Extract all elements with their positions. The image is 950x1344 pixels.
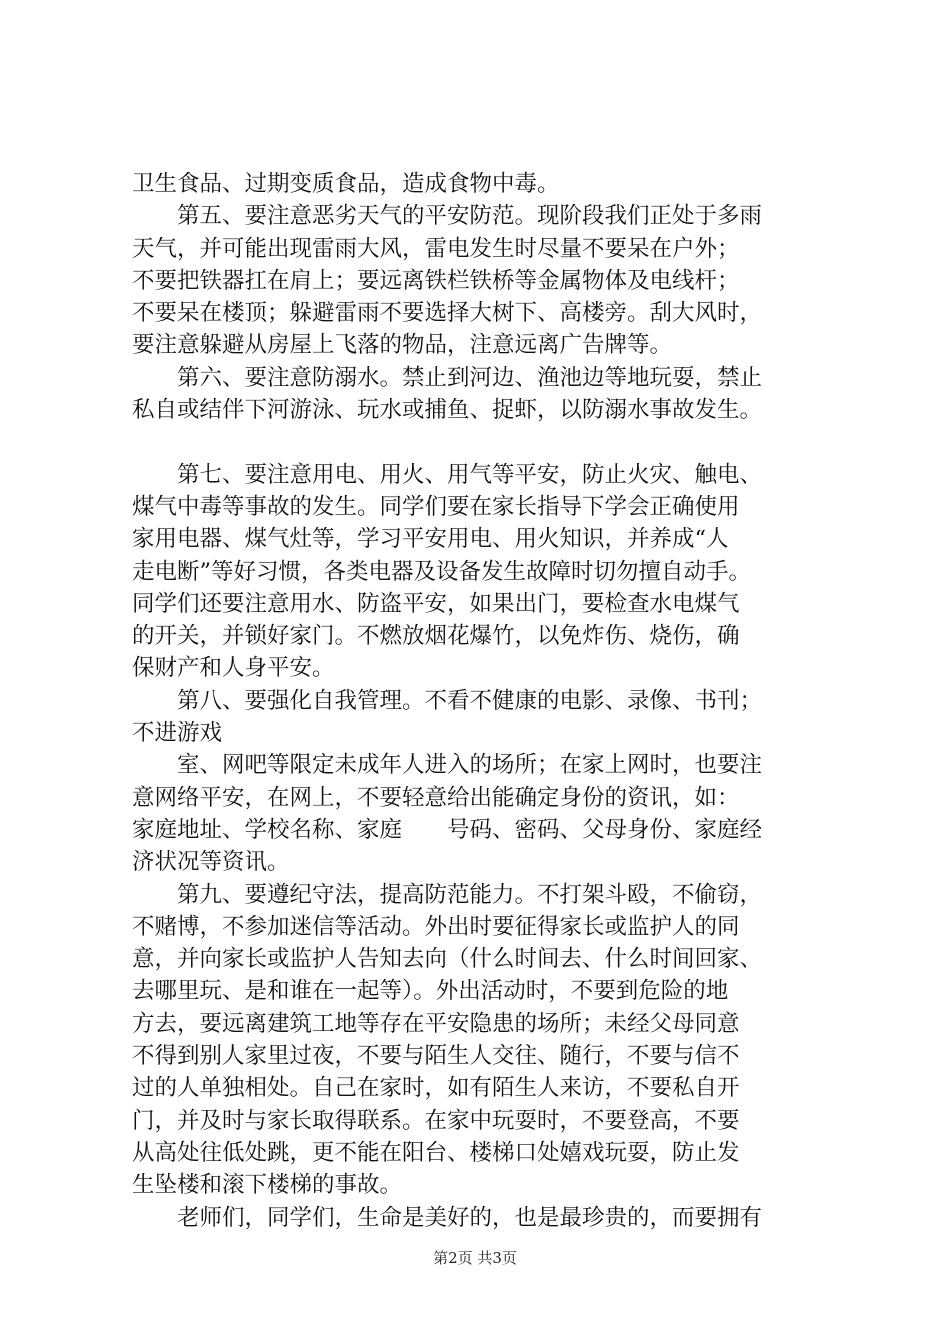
text-line: 不要呆在楼顶；躲避雷雨不要选择大树下、高楼旁。刮大风时， bbox=[132, 300, 763, 327]
text-line: 过的人单独相处。自己在家时，如有陌生人来访，不要私自开 bbox=[132, 1075, 740, 1102]
text-line: 同学们还要注意用水、防盗平安，如果出门，要检查水电煤气 bbox=[132, 590, 740, 617]
text-line: 第五、要注意恶劣天气的平安防范。现阶段我们正处于多雨 bbox=[177, 203, 763, 230]
text-line: 的开关，并锁好家门。不燃放烟花爆竹，以免炸伤、烧伤，确 bbox=[132, 623, 740, 650]
text-line: 不进游戏 bbox=[132, 720, 223, 747]
text-line: 私自或结伴下河游泳、玩水或捕鱼、捉虾，以防溺水事故发生。 bbox=[132, 397, 763, 424]
text-line: 煤气中毒等事故的发生。同学们要在家长指导下学会正确使用 bbox=[132, 493, 740, 520]
text-line: 第七、要注意用电、用火、用气等平安，防止火灾、触电、 bbox=[177, 461, 763, 488]
text-line: 保财产和人身平安。 bbox=[132, 655, 335, 682]
text-line: 老师们，同学们，生命是美好的，也是最珍贵的，而要拥有 bbox=[177, 1204, 763, 1231]
page-footer: 第2页 共3页 bbox=[433, 1249, 517, 1267]
text-line: 第九、要遵纪守法，提高防范能力。不打架斗殴，不偷窃， bbox=[177, 881, 763, 908]
text-line: 去哪里玩、是和谁在一起等）。外出活动时，不要到危险的地 bbox=[132, 978, 729, 1005]
text-line: 第八、要强化自我管理。不看不健康的电影、录像、书刊； bbox=[177, 687, 763, 714]
text-line: 生坠楼和滚下楼梯的事故。 bbox=[132, 1172, 403, 1199]
text-line: 意，并向家长或监护人告知去向（什么时间去、什么时间回家、 bbox=[132, 946, 763, 973]
text-line: 家庭地址、学校名称、家庭 号码、密码、父母身份、家庭经 bbox=[132, 816, 763, 843]
text-line: 卫生食品、过期变质食品，造成食物中毒。 bbox=[132, 171, 560, 197]
text-line: 要注意躲避从房屋上飞落的物品，注意远离广告牌等。 bbox=[132, 332, 673, 359]
text-line: 门，并及时与家长取得联系。在家中玩耍时，不要登高，不要 bbox=[132, 1107, 740, 1134]
text-line: 走电断”等好习惯，各类电器及设备发生故障时切勿擅自动手。 bbox=[132, 558, 752, 585]
text-line: 济状况等资讯。 bbox=[132, 849, 290, 876]
text-line: 不得到别人家里过夜，不要与陌生人交往、随行，不要与信不 bbox=[132, 1043, 740, 1070]
blank-line bbox=[132, 426, 832, 458]
text-line: 室、网吧等限定未成年人进入的场所；在家上网时，也要注 bbox=[177, 752, 763, 779]
text-line: 不要把铁器扛在肩上；要远离铁栏铁桥等金属物体及电线杆； bbox=[132, 267, 740, 294]
text-line: 第六、要注意防溺水。禁止到河边、渔池边等地玩耍，禁止 bbox=[177, 364, 763, 391]
body-text bbox=[132, 168, 832, 1234]
text-line: 天气，并可能出现雷雨大风，雷电发生时尽量不要呆在户外； bbox=[132, 235, 740, 262]
text-line: 方去，要远离建筑工地等存在平安隐患的场所；未经父母同意 bbox=[132, 1010, 740, 1037]
text-line: 家用电器、煤气灶等，学习平安用电、用火知识，并养成“人 bbox=[132, 526, 729, 553]
text-line: 意网络平安，在网上，不要轻意给出能确定身份的资讯，如： bbox=[132, 784, 740, 811]
text-line: 从高处往低处跳，更不能在阳台、楼梯口处嬉戏玩耍，防止发 bbox=[132, 1139, 740, 1166]
text-line: 不赌博，不参加迷信等活动。外出时要征得家长或监护人的同 bbox=[132, 913, 740, 940]
